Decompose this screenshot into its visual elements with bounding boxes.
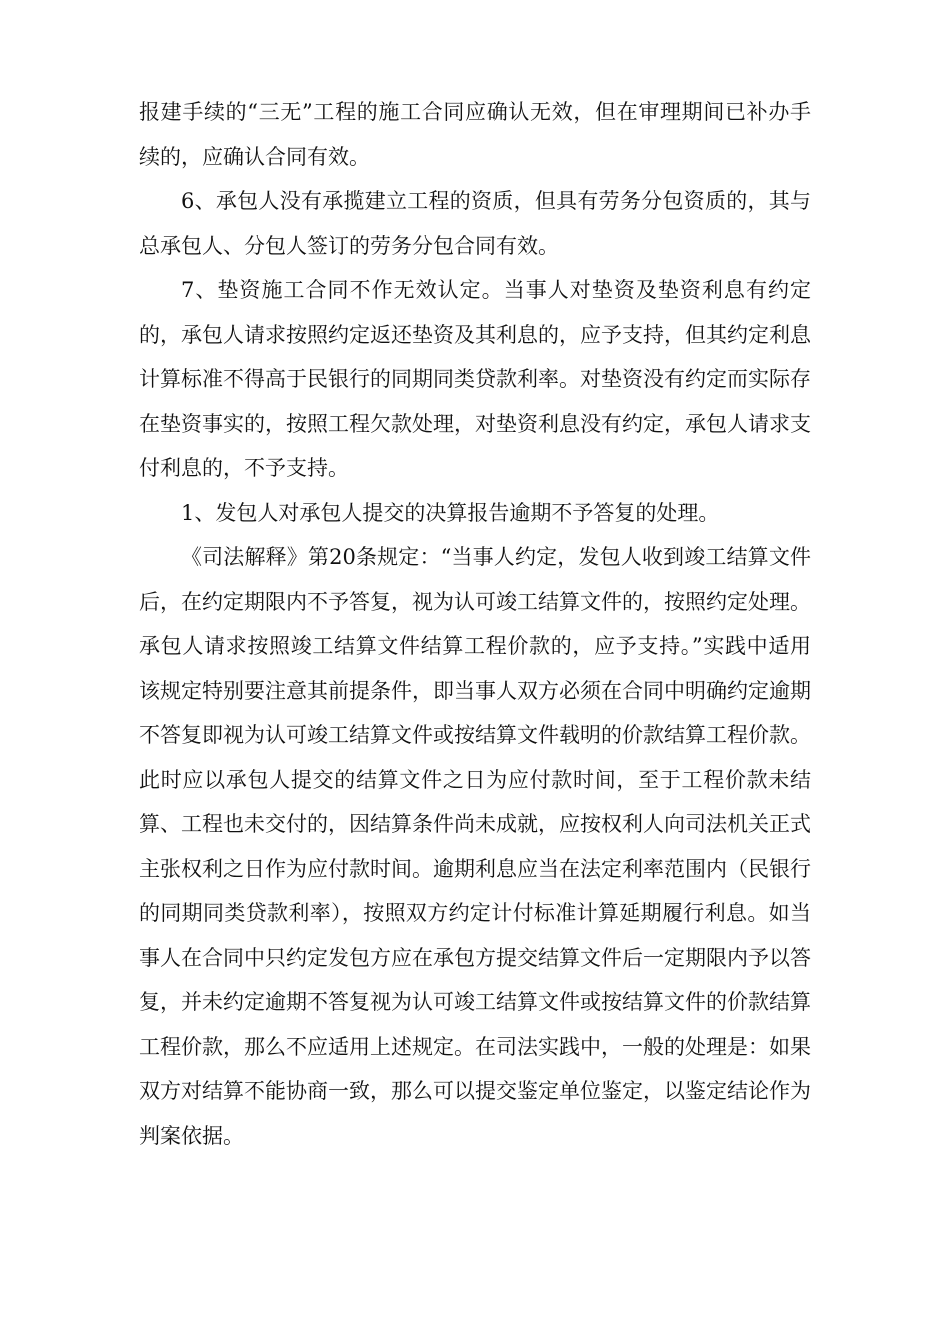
paragraph-item-1-heading: 1、发包人对承包人提交的决算报告逾期不予答复的处理。 <box>181 500 720 525</box>
paragraph-judicial-interpretation: 《司法解释》第20条规定：“当事人约定，发包人收到竣工结算文件后，在约定期限内不予答复，视为认可竣工结算文件的，按照约定处理。承包人请求按照竣工结算文件结算工程价款的，应予支持。”实践中适用该规定特别要注意其前提条件，即当事人双方必须在合同中明确约定逾期不答复即视为认可竣工结算文件或按结算文件载明的价款结算工程价款。此时应以承包人提交的结算文件之日为应付款时间，至于工程价款未结算、工程也未交付的，因结算条件尚未成就，应按权利人向司法机关正式主张权利之日作为应付款时间。逾期利息应当在法定利率范围内（民银行的同期同类贷款利率），按照双方约定计付标准计算延期履行利息。如当事人在合同中只约定发包方应在承包方提交结算文件后一定期限内予以答复，并未约定逾期不答复视为认可竣工结算文件或按结算文件的价款结算工程价款，那么不应适用上述规定。在司法实践中，一般的处理是：如果双方对结算不能协商一致，那么可以提交鉴定单位鉴定，以鉴定结论作为判案依据。 <box>139 545 811 1148</box>
paragraph-item-6: 6、承包人没有承揽建立工程的资质，但具有劳务分包资质的，其与总承包人、分包人签订的劳务分包合同有效。 <box>139 189 811 258</box>
paragraph-item-7: 7、垫资施工合同不作无效认定。当事人对垫资及垫资利息有约定的，承包人请求按照约定返还垫资及其利息的，应予支持，但其约定利息计算标准不得高于民银行的同期同类贷款利率。对垫资没有约定而实际存在垫资事实的，按照工程欠款处理，对垫资利息没有约定，承包人请求支付利息的，不予支持。 <box>139 278 811 480</box>
paragraph-continuation: 报建手续的“三无”工程的施工合同应确认无效，但在审理期间已补办手续的，应确认合同有效。 <box>139 100 811 169</box>
document-page <box>139 90 811 1158</box>
